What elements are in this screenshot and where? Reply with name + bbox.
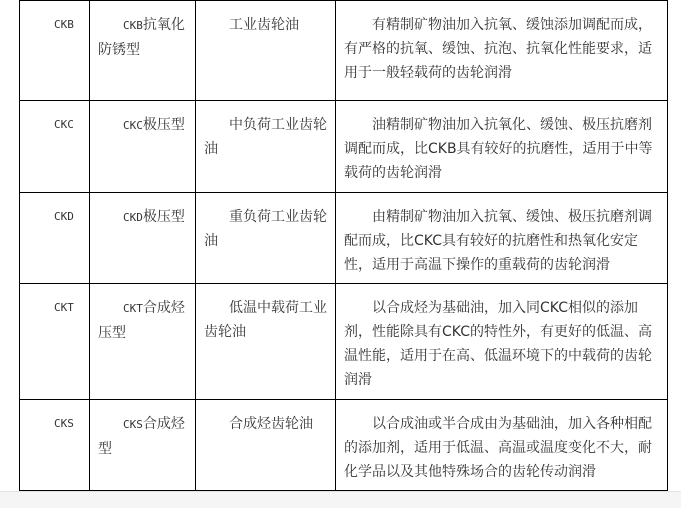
description-cell: 有精制矿物油加入抗氧、缓蚀添加调配而成，有严格的抗氧、缓蚀、抗泡、抗氧化性能要求，适用于一般轻载荷的齿轮润滑 — [336, 1, 668, 101]
type-cell — [90, 284, 196, 400]
name-cell: 合成烃齿轮油 — [196, 400, 336, 491]
type-code: CKD — [123, 211, 143, 224]
gear-oil-table-container — [19, 0, 667, 491]
code-cell: CKS — [20, 400, 90, 491]
name-cell: 中负荷工业齿轮油 — [196, 101, 336, 193]
description-cell: 由精制矿物油加入抗氧、缓蚀、极压抗磨剂调配而成，比CKC具有较好的抗磨性和热氧化安定性，适用于高温下操作的重载荷的齿轮润滑 — [336, 193, 668, 284]
type-cell — [90, 193, 196, 284]
type-label: 合成烃型 — [98, 416, 185, 457]
table-row — [20, 400, 668, 491]
name-cell: 工业齿轮油 — [196, 1, 336, 101]
type-code: CKS — [123, 418, 143, 431]
code-cell: CKB — [20, 1, 90, 101]
description-cell: 以合成烃为基础油，加入同CKC相似的添加剂，性能除具有CKC的特性外，有更好的低温、高温性能，适用于在高、低温环境下的中载荷的齿轮润滑 — [336, 284, 668, 400]
table-row — [20, 193, 668, 284]
type-code: CKB — [123, 19, 143, 32]
type-label: 极压型 — [142, 117, 185, 133]
type-label: 极压型 — [142, 209, 185, 225]
table-row — [20, 101, 668, 193]
type-label: 抗氧化防锈型 — [98, 17, 185, 58]
type-label: 合成烃压型 — [98, 300, 185, 341]
table-row — [20, 1, 668, 101]
type-cell — [90, 101, 196, 193]
name-cell: 低温中载荷工业齿轮油 — [196, 284, 336, 400]
type-cell — [90, 400, 196, 491]
table-row — [20, 284, 668, 400]
code-cell: CKT — [20, 284, 90, 400]
type-code: CKT — [123, 302, 143, 315]
gear-oil-table — [19, 0, 668, 491]
name-cell: 重负荷工业齿轮油 — [196, 193, 336, 284]
type-cell — [90, 1, 196, 101]
code-cell: CKD — [20, 193, 90, 284]
code-cell: CKC — [20, 101, 90, 193]
type-code: CKC — [123, 119, 143, 132]
page-footer-bar — [0, 491, 681, 508]
description-cell: 以合成油或半合成由为基础油，加入各种相配的添加剂，适用于低温、高温或温度变化不大，耐化学品以及其他特殊场合的齿轮传动润滑 — [336, 400, 668, 491]
description-cell: 油精制矿物油加入抗氧化、缓蚀、极压抗磨剂调配而成，比CKB具有较好的抗磨性，适用于中等载荷的齿轮润滑 — [336, 101, 668, 193]
